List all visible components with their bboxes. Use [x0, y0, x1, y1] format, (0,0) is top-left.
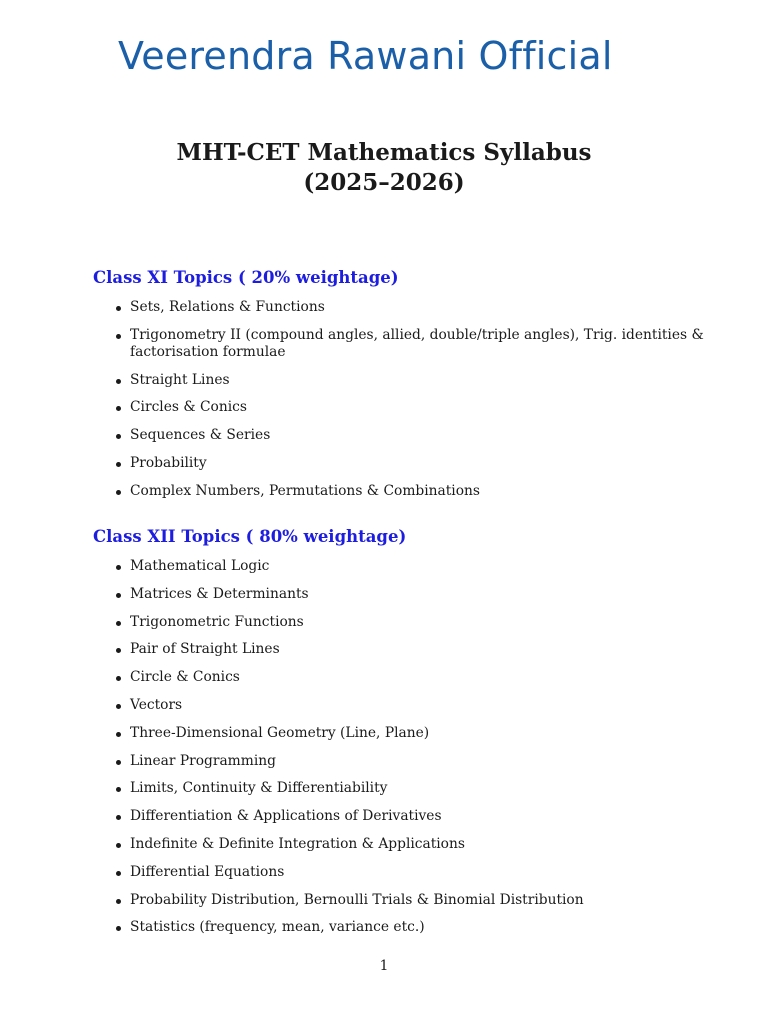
list-item: Linear Programming — [93, 753, 728, 770]
list-item: Statistics (frequency, mean, variance etc.) — [93, 919, 728, 936]
list-item: Matrices & Determinants — [93, 586, 728, 603]
brand-header: Veerendra Rawani Official — [118, 34, 613, 78]
list-item: Straight Lines — [93, 372, 728, 389]
class-xi-heading: Class XI Topics ( 20% weightage) — [93, 268, 399, 287]
list-item: Probability — [93, 455, 728, 472]
document-title — [0, 138, 768, 198]
list-item: Pair of Straight Lines — [93, 641, 728, 658]
list-item: Differential Equations — [93, 864, 728, 881]
list-item: Trigonometry II (compound angles, allied, double/triple angles), Trig. identities & factorisation formulae — [93, 327, 728, 361]
document-title-line-2: (2025–2026) — [303, 169, 465, 196]
class-xii-section — [93, 526, 728, 947]
list-item: Differentiation & Applications of Derivatives — [93, 808, 728, 825]
class-xii-topic-list — [93, 558, 728, 936]
list-item: Mathematical Logic — [93, 558, 728, 575]
list-item: Trigonometric Functions — [93, 614, 728, 631]
list-item: Three-Dimensional Geometry (Line, Plane) — [93, 725, 728, 742]
list-item: Limits, Continuity & Differentiability — [93, 780, 728, 797]
list-item: Indefinite & Definite Integration & Applications — [93, 836, 728, 853]
list-item: Probability Distribution, Bernoulli Trials & Binomial Distribution — [93, 892, 728, 909]
list-item: Circles & Conics — [93, 399, 728, 416]
list-item: Sets, Relations & Functions — [93, 299, 728, 316]
page-number: 1 — [379, 958, 389, 974]
document-title-line-1: MHT-CET Mathematics Syllabus — [176, 139, 592, 166]
list-item: Circle & Conics — [93, 669, 728, 686]
list-item: Vectors — [93, 697, 728, 714]
list-item: Complex Numbers, Permutations & Combinations — [93, 483, 728, 500]
class-xi-section — [93, 267, 728, 511]
list-item: Sequences & Series — [93, 427, 728, 444]
class-xi-topic-list — [93, 299, 728, 500]
class-xii-heading: Class XII Topics ( 80% weightage) — [93, 527, 407, 546]
